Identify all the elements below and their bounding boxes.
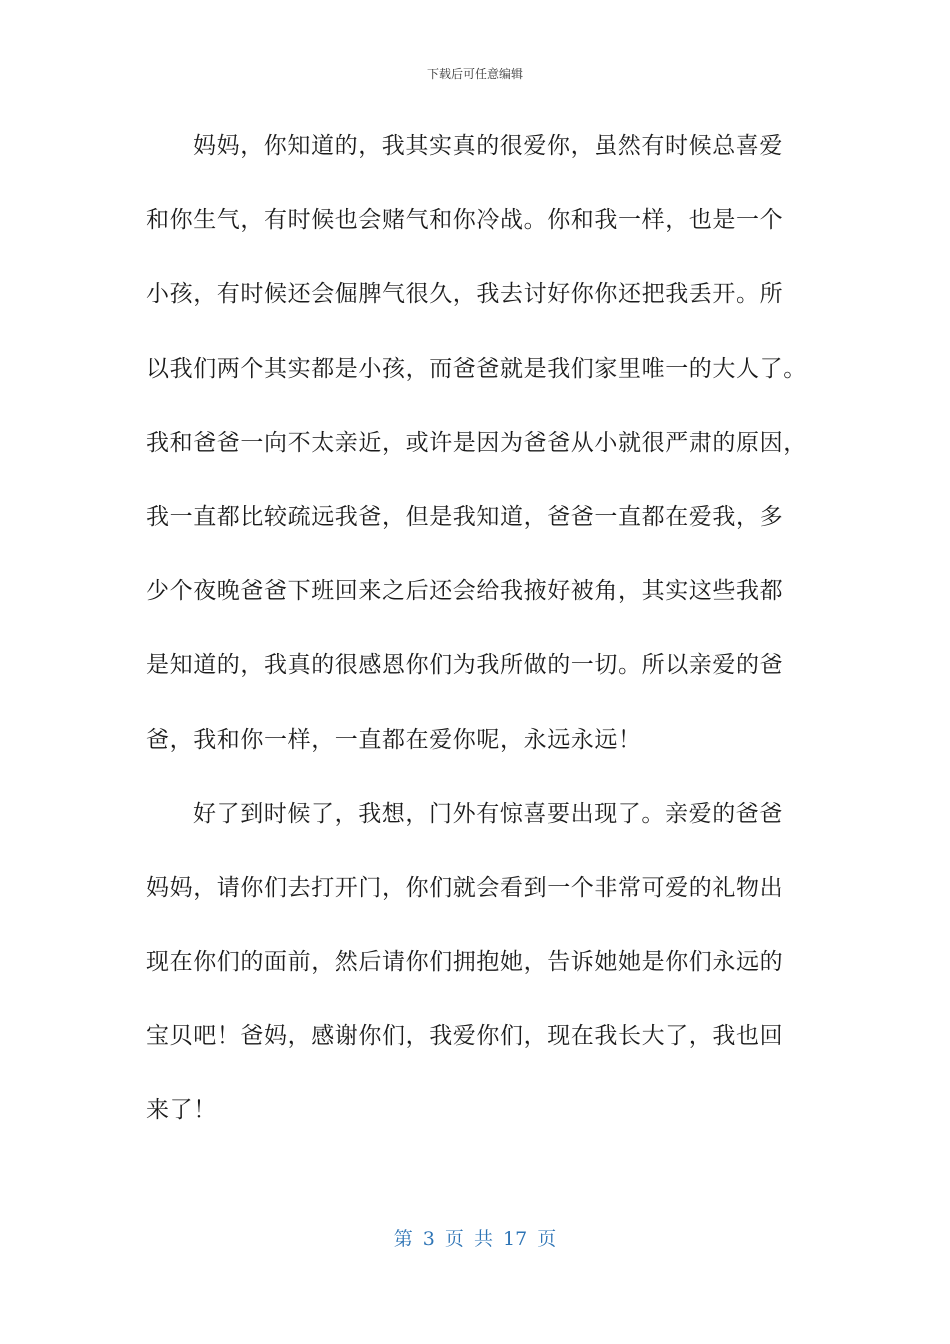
paragraph-1-line-8: 是知道的，我真的很感恩你们为我所做的一切。所以亲爱的爸 (146, 652, 784, 679)
page-header: 下载后可任意编辑 (426, 67, 523, 81)
paragraph-1-line-4: 以我们两个其实都是小孩，而爸爸就是我们家里唯一的大人了。 (146, 355, 807, 382)
paragraph-1-line-1: 妈妈，你知道的，我其实真的很爱你，虽然有时候总喜爱 (193, 133, 783, 159)
paragraph-1-line-6: 我一直都比较疏远我爸，但是我知道，爸爸一直都在爱我，多 (146, 503, 784, 530)
paragraph-1-line-7: 少个夜晚爸爸下班回来之后还会给我掖好被角，其实这些我都 (146, 578, 784, 605)
paragraph-2-line-4: 宝贝吧！爸妈，感谢你们，我爱你们，现在我长大了，我也回 (146, 1023, 784, 1050)
paragraph-2-line-5: 来了！ (146, 1097, 217, 1124)
page-number-footer: 第 3 页 共 17 页 (393, 1228, 557, 1250)
paragraph-2-line-1: 好了到时候了，我想，门外有惊喜要出现了。亲爱的爸爸 (193, 800, 783, 827)
paragraph-1-line-9: 爸，我和你一样，一直都在爱你呢，永远永远！ (146, 726, 642, 753)
body-text (146, 124, 816, 1163)
paragraph-2-line-2: 妈妈，请你们去打开门，你们就会看到一个非常可爱的礼物出 (146, 874, 784, 901)
paragraph-1-line-5: 我和爸爸一向不太亲近，或许是因为爸爸从小就很严肃的原因， (146, 429, 807, 456)
paragraph-1-line-3: 小孩，有时候还会倔脾气很久，我去讨好你你还把我丢开。所 (146, 281, 784, 308)
paragraph-1-line-2: 和你生气，有时候也会赌气和你冷战。你和我一样，也是一个 (146, 207, 784, 234)
paragraph-2-line-3: 现在你们的面前，然后请你们拥抱她，告诉她她是你们永远的 (146, 949, 784, 976)
